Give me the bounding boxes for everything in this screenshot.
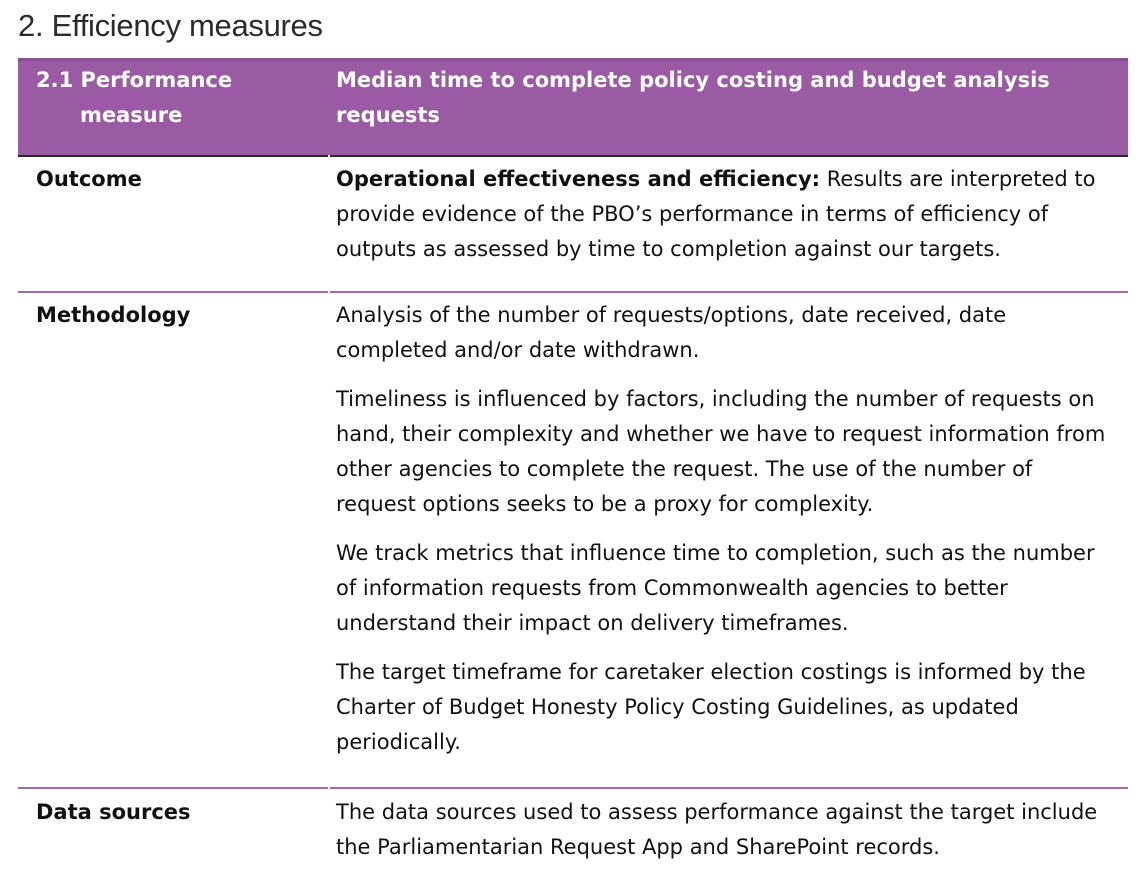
header-label-line2: measure bbox=[80, 103, 183, 127]
header-divider-right bbox=[330, 155, 1128, 157]
outcome-lead: Operational effectiveness and efficiency: bbox=[336, 167, 821, 191]
row-label-data-sources: Data sources bbox=[36, 800, 191, 824]
header-divider-left bbox=[18, 155, 328, 157]
row-value-outcome bbox=[336, 162, 1116, 281]
row-divider-right bbox=[330, 291, 1128, 293]
row-divider-left bbox=[18, 787, 328, 789]
methodology-paragraph-1: Analysis of the number of requests/options, date received, date completed and/or date withdrawn. bbox=[336, 303, 1007, 362]
methodology-paragraph-3: We track metrics that influence time to completion, such as the number of information requests from Commonwealth agencies to better understand their impact on delivery timeframes. bbox=[336, 541, 1095, 635]
methodology-paragraph-2: Timeliness is influenced by factors, including the number of requests on hand, their complexity and whether we have to request information from other agencies to complete the request. The use of the number of request options seeks to be a proxy for complexity. bbox=[336, 387, 1106, 516]
methodology-paragraph-4: The target timeframe for caretaker election costings is informed by the Charter of Budget Honesty Policy Costing Guidelines, as updated periodically. bbox=[336, 660, 1086, 754]
row-label-outcome: Outcome bbox=[36, 167, 142, 191]
row-value-methodology bbox=[336, 298, 1116, 774]
data-sources-paragraph: The data sources used to assess performance against the target include the Parliamentarian Request App and SharePoint records. bbox=[336, 800, 1098, 859]
outcome-text: Results are interpreted to provide evidence of the PBO’s performance in terms of efficiency of outputs as assessed by time to completion against our targets. bbox=[336, 167, 1096, 261]
row-label-methodology: Methodology bbox=[36, 303, 191, 327]
header-label bbox=[36, 63, 306, 133]
section-title: 2. Efficiency measures bbox=[18, 8, 323, 43]
row-divider-right bbox=[330, 787, 1128, 789]
row-value-data-sources bbox=[336, 795, 1116, 879]
header-label-line1: 2.1 Performance bbox=[36, 68, 233, 92]
header-value: Median time to complete policy costing and budget analysis requests bbox=[336, 68, 1050, 127]
outcome-paragraph bbox=[336, 162, 1116, 267]
row-divider-left bbox=[18, 291, 328, 293]
